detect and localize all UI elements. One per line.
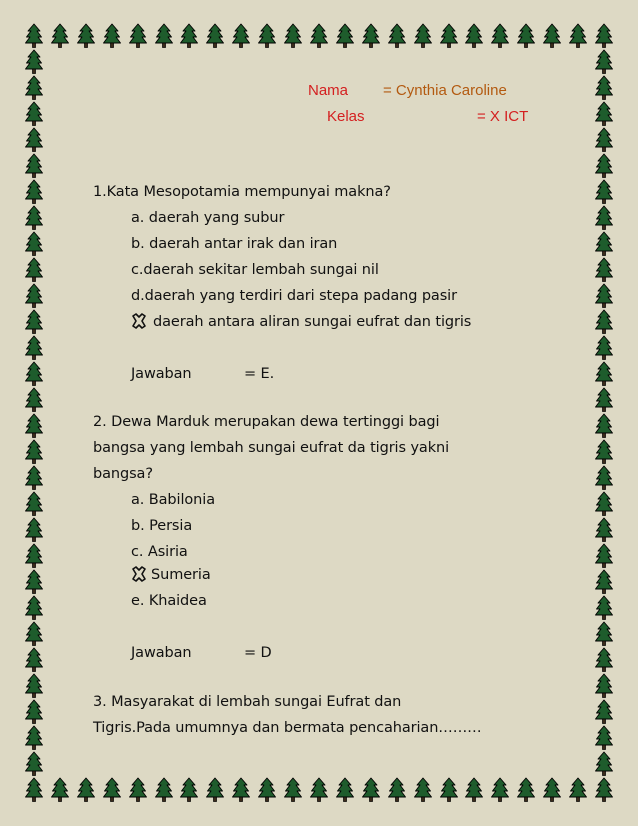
pine-tree-icon — [594, 439, 614, 465]
pine-tree-icon — [594, 673, 614, 699]
pine-tree-icon — [594, 361, 614, 387]
q1-answer-label: Jawaban — [131, 366, 192, 382]
kelas-label: Kelas — [327, 108, 365, 125]
pine-tree-icon — [24, 153, 44, 179]
pine-tree-icon — [594, 231, 614, 257]
question-2-line-2: bangsa yang lembah sungai eufrat da tigris yakni — [93, 440, 450, 456]
pine-tree-icon — [24, 595, 44, 621]
q2-option-e: e. Khaidea — [131, 593, 207, 609]
pine-tree-icon — [24, 777, 44, 803]
pine-tree-icon — [24, 49, 44, 75]
pine-tree-icon — [283, 23, 303, 49]
pine-tree-icon — [231, 777, 251, 803]
pine-tree-icon — [387, 777, 407, 803]
pine-tree-icon — [594, 595, 614, 621]
pine-tree-icon — [128, 23, 148, 49]
pine-tree-icon — [594, 465, 614, 491]
q2-option-b: b. Persia — [131, 518, 193, 534]
pine-tree-icon — [594, 127, 614, 153]
pine-tree-icon — [231, 23, 251, 49]
pine-tree-icon — [24, 387, 44, 413]
pine-tree-icon — [413, 777, 433, 803]
pine-tree-icon — [205, 777, 225, 803]
pine-tree-icon — [24, 647, 44, 673]
pine-tree-icon — [24, 465, 44, 491]
pine-tree-icon — [335, 777, 355, 803]
pine-tree-icon — [24, 725, 44, 751]
question-3-line-2: Tigris.Pada umumnya dan bermata pencaharian……… — [93, 720, 482, 736]
pine-tree-icon — [24, 335, 44, 361]
pine-tree-icon — [594, 699, 614, 725]
pine-tree-icon — [594, 23, 614, 49]
pine-tree-icon — [76, 23, 96, 49]
pine-tree-icon — [594, 517, 614, 543]
pine-tree-icon — [542, 777, 562, 803]
pine-tree-icon — [594, 179, 614, 205]
pine-tree-icon — [361, 777, 381, 803]
pine-tree-icon — [24, 699, 44, 725]
pine-tree-icon — [594, 101, 614, 127]
pine-tree-icon — [594, 75, 614, 101]
pine-tree-icon — [387, 23, 407, 49]
pine-tree-icon — [24, 439, 44, 465]
pine-tree-icon — [516, 777, 536, 803]
pine-tree-icon — [257, 777, 277, 803]
pine-tree-icon — [24, 257, 44, 283]
pine-tree-icon — [490, 23, 510, 49]
pine-tree-icon — [24, 75, 44, 101]
pine-tree-icon — [24, 673, 44, 699]
pine-tree-icon — [464, 23, 484, 49]
pine-tree-icon — [439, 23, 459, 49]
q1-option-a: a. daerah yang subur — [131, 210, 285, 226]
pine-tree-icon — [594, 569, 614, 595]
q1-answer-value: = E. — [244, 366, 275, 382]
pine-tree-icon — [490, 777, 510, 803]
pine-tree-icon — [309, 777, 329, 803]
pine-tree-icon — [24, 309, 44, 335]
pine-tree-icon — [594, 725, 614, 751]
question-1-text: 1.Kata Mesopotamia mempunyai makna? — [93, 184, 391, 200]
pine-tree-icon — [335, 23, 355, 49]
pine-tree-icon — [24, 23, 44, 49]
pine-tree-icon — [24, 517, 44, 543]
pine-tree-icon — [50, 777, 70, 803]
pine-tree-icon — [24, 543, 44, 569]
q1-option-d: d.daerah yang terdiri dari stepa padang pasir — [131, 288, 457, 304]
pine-tree-icon — [594, 751, 614, 777]
q2-answer-value: = D — [244, 645, 272, 661]
pine-tree-icon — [594, 647, 614, 673]
question-3-line-1: 3. Masyarakat di lembah sungai Eufrat dan — [93, 694, 402, 710]
pine-tree-icon — [24, 283, 44, 309]
pine-tree-icon — [179, 777, 199, 803]
question-2-line-1: 2. Dewa Marduk merupakan dewa tertinggi bagi — [93, 414, 440, 430]
q2-option-a: a. Babilonia — [131, 492, 215, 508]
selected-answer-icon — [131, 566, 147, 582]
selected-answer-icon — [131, 313, 147, 329]
q1-option-b: b. daerah antar irak dan iran — [131, 236, 338, 252]
pine-tree-icon — [594, 309, 614, 335]
pine-tree-icon — [594, 283, 614, 309]
pine-tree-icon — [102, 777, 122, 803]
pine-tree-icon — [128, 777, 148, 803]
pine-tree-icon — [102, 23, 122, 49]
pine-tree-icon — [594, 257, 614, 283]
pine-tree-icon — [50, 23, 70, 49]
pine-tree-icon — [24, 205, 44, 231]
pine-tree-icon — [594, 621, 614, 647]
pine-tree-icon — [24, 751, 44, 777]
pine-tree-icon — [594, 335, 614, 361]
pine-tree-icon — [309, 23, 329, 49]
q1-option-e: daerah antara aliran sungai eufrat dan tigris — [153, 314, 472, 330]
pine-tree-icon — [283, 777, 303, 803]
q1-option-c: c.daerah sekitar lembah sungai nil — [131, 262, 379, 278]
nama-label: Nama — [308, 82, 349, 99]
pine-tree-icon — [464, 777, 484, 803]
pine-tree-icon — [205, 23, 225, 49]
pine-tree-icon — [24, 179, 44, 205]
pine-tree-icon — [179, 23, 199, 49]
pine-tree-icon — [24, 127, 44, 153]
pine-tree-icon — [594, 543, 614, 569]
pine-tree-icon — [594, 153, 614, 179]
kelas-value: = X ICT — [477, 108, 529, 125]
pine-tree-icon — [76, 777, 96, 803]
pine-tree-icon — [24, 569, 44, 595]
pine-tree-icon — [413, 23, 433, 49]
pine-tree-icon — [24, 231, 44, 257]
pine-tree-icon — [594, 387, 614, 413]
pine-tree-icon — [361, 23, 381, 49]
pine-tree-icon — [24, 621, 44, 647]
pine-tree-icon — [154, 777, 174, 803]
pine-tree-icon — [594, 205, 614, 231]
pine-tree-icon — [439, 777, 459, 803]
pine-tree-icon — [24, 361, 44, 387]
pine-tree-icon — [594, 491, 614, 517]
pine-tree-icon — [594, 777, 614, 803]
pine-tree-icon — [568, 777, 588, 803]
pine-tree-icon — [516, 23, 536, 49]
nama-value: = Cynthia Caroline — [383, 82, 507, 99]
q2-option-c: c. Asiria — [131, 544, 188, 560]
q2-option-d: Sumeria — [151, 567, 211, 583]
pine-tree-icon — [542, 23, 562, 49]
pine-tree-icon — [257, 23, 277, 49]
pine-tree-icon — [568, 23, 588, 49]
question-2-line-3: bangsa? — [93, 466, 153, 482]
pine-tree-icon — [154, 23, 174, 49]
pine-tree-icon — [24, 413, 44, 439]
pine-tree-icon — [594, 49, 614, 75]
pine-tree-icon — [594, 413, 614, 439]
pine-tree-icon — [24, 491, 44, 517]
q2-answer-label: Jawaban — [131, 645, 192, 661]
pine-tree-icon — [24, 101, 44, 127]
